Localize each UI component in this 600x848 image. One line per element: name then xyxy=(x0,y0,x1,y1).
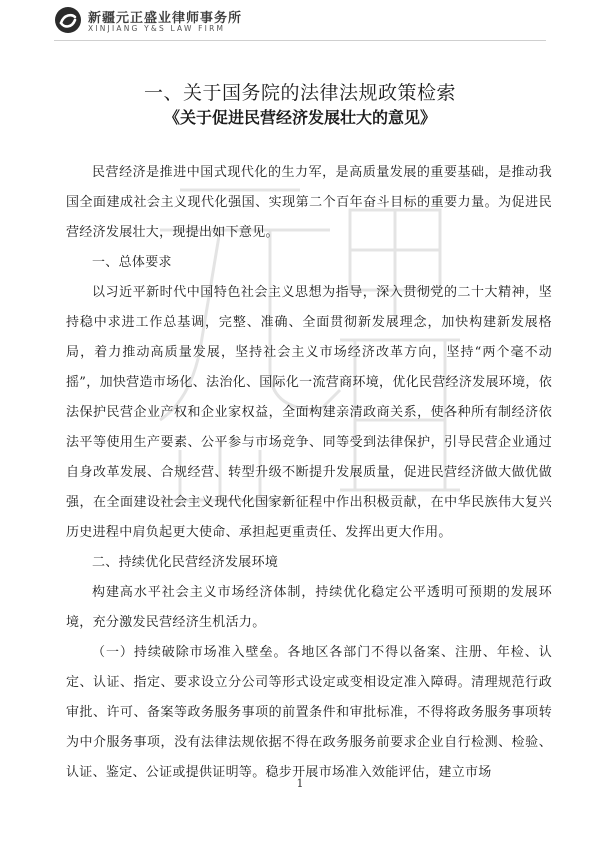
document-body xyxy=(66,158,552,788)
section-heading-1: 一、总体要求 xyxy=(92,255,172,270)
paragraph-environment: 构建高水平社会主义市场经济体制，持续优化稳定公平透明可预期的发展环境，充分激发民营经济生机活力。 xyxy=(66,585,552,630)
header-divider xyxy=(54,40,546,41)
firm-name-en: XINJIANG Y&S LAW FIRM xyxy=(88,24,226,33)
section-heading-2: 二、持续优化民营经济发展环境 xyxy=(92,555,279,570)
paragraph-general-requirements: 以习近平新时代中国特色社会主义思想为指导，深入贯彻党的二十大精神，坚持稳中求进工作总基调，完整、准确、全面贯彻新发展理念，加快构建新发展格局，着力推动高质量发展，坚持社会主义市场经济改革方向，坚持“两个毫不动摇”，加快营造市场化、法治化、国际化一流营商环境，优化民营经济发展环境，依法保护民营企业产权和企业家权益，全面构建亲清政商关系，使各种所有制经济依法平等使用生产要素、公平参与市场竞争、同等受到法律保护，引导民营企业通过自身改革发展、合规经营、转型升级不断提升发展质量，促进民营经济做大做优做强，在全面建设社会主义现代化国家新征程中作出积极贡献，在中华民族伟大复兴历史进程中肩负起更大使命、承担起更重责任、发挥出更大作用。 xyxy=(66,285,552,540)
paragraph-market-access: （一）持续破除市场准入壁垒。各地区各部门不得以备案、注册、年检、认定、认证、指定、要求设立分公司等形式设定或变相设定准入障碍。清理规范行政审批、许可、备案等政务服务事项的前置条件和审批标准，不得将政务服务事项转为中介服务事项，没有法律法规依据不得在政务服务前要求企业自行检测、检验、认证、鉴定、公证或提供证明等。稳步开展市场准入效能评估，建立市场 xyxy=(66,645,552,780)
firm-name-cn: 新疆元正盛业律师事务所 xyxy=(88,11,243,26)
page-number: 1 xyxy=(296,777,304,790)
letterhead xyxy=(54,6,374,36)
paragraph-intro: 民营经济是推进中国式现代化的生力军，是高质量发展的重要基础，是推动我国全面建成社会主义现代化强国、实现第二个百年奋斗目标的重要力量。为促进民营经济发展壮大，现提出如下意见。 xyxy=(66,165,552,240)
document-subtitle: 《关于促进民营经济发展壮大的意见》 xyxy=(163,108,436,127)
firm-logo-icon xyxy=(54,6,82,34)
document-title: 一、关于国务院的法律法规政策检索 xyxy=(143,82,456,104)
